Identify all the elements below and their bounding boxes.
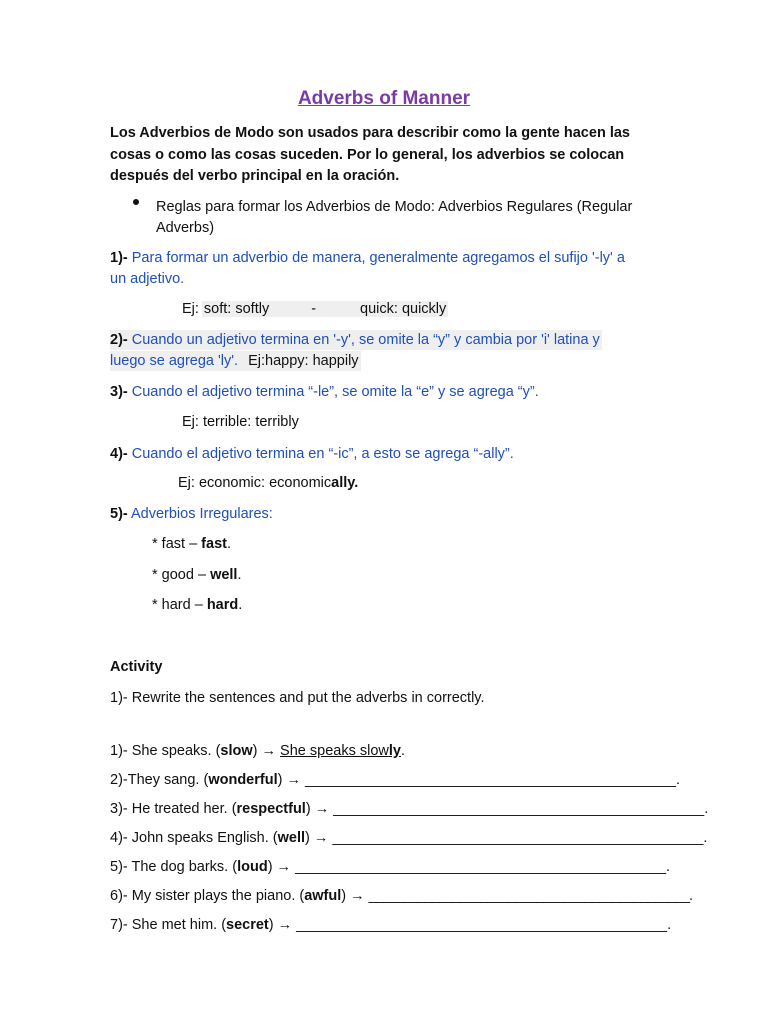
exercise-end: . <box>704 801 709 817</box>
activity-example <box>110 741 405 761</box>
rule-1-example-dash: - <box>271 301 336 317</box>
exercise-item <box>110 857 670 877</box>
exercise-word: secret <box>226 917 269 933</box>
answer-blank[interactable]: ______________________________________________ <box>296 917 668 933</box>
irregular-base: * good – <box>152 567 211 583</box>
irregular-item <box>152 565 242 585</box>
rule-4-example <box>178 473 358 493</box>
answer-blank[interactable]: ______________________________________________ <box>332 830 704 846</box>
rule-3-example: Ej: terrible: terribly <box>182 414 299 430</box>
example-answer-suffix: ly <box>388 743 401 759</box>
irregular-item <box>152 595 242 615</box>
intro-line-3: después del verbo principal en la oración. <box>110 168 400 184</box>
irregular-end: . <box>226 536 231 552</box>
rule-1 <box>110 248 625 268</box>
example-arrow: ) → <box>252 743 281 759</box>
exercise-item <box>110 915 671 935</box>
bullet-dot-icon <box>133 199 139 205</box>
irregular-base: * hard – <box>152 597 207 613</box>
bullet-line-2: Adverbs) <box>156 220 215 236</box>
rule-4-example-suffix: ally. <box>331 475 359 491</box>
rule-1-example-quick: quick: quickly <box>336 301 448 317</box>
rule-3 <box>110 382 539 402</box>
exercise-arrow: ) → <box>305 830 333 846</box>
exercise-word: respectful <box>236 801 306 817</box>
exercise-end: . <box>667 917 672 933</box>
rule-1-example-soft: soft: softly <box>203 301 270 317</box>
rule-4-number: 4)- <box>110 446 128 462</box>
answer-blank[interactable]: ______________________________________________ <box>368 888 690 904</box>
rule-4 <box>110 444 514 464</box>
exercise-prefix: 2)-They sang. ( <box>110 772 209 788</box>
exercise-arrow: ) → <box>268 917 297 933</box>
activity-instruction: 1)- Rewrite the sentences and put the adverbs in correctly. <box>110 690 485 706</box>
rule-1-example-label: Ej: <box>182 301 199 317</box>
exercise-end: . <box>675 772 680 788</box>
rule-2-number: 2)- <box>110 332 128 348</box>
exercise-word: well <box>277 830 306 846</box>
bullet-line-1: Reglas para formar los Adverbios de Modo: Adverbios Regulares (Regular <box>156 199 633 215</box>
exercise-end: . <box>689 888 694 904</box>
exercise-word: awful <box>304 888 342 904</box>
answer-blank[interactable]: ______________________________________________ <box>295 859 667 875</box>
irregular-item <box>152 534 231 554</box>
rule-5-text: Adverbios Irregulares: <box>130 506 273 522</box>
exercise-prefix: 7)- She met him. ( <box>110 917 227 933</box>
activity-heading: Activity <box>110 659 163 675</box>
exercise-word: loud <box>237 859 268 875</box>
irregular-adverb: hard <box>206 597 239 613</box>
irregular-end: . <box>238 597 243 613</box>
rule-1-example <box>182 299 448 319</box>
exercise-arrow: ) → <box>277 772 305 788</box>
rule-2-text-line-1: Cuando un adjetivo termina en '-y', se omite la “y” y cambia por 'i' latina y <box>131 332 600 348</box>
rule-2-example: happy: happily <box>265 353 359 369</box>
rule-3-text: Cuando el adjetivo termina “-le”, se omite la “e” y se agrega “y”. <box>131 384 539 400</box>
exercise-word: wonderful <box>208 772 278 788</box>
intro-line-1: Los Adverbios de Modo son usados para describir como la gente hacen las <box>110 125 630 141</box>
exercise-end: . <box>666 859 671 875</box>
example-word: slow <box>220 743 253 759</box>
irregular-base: * fast – <box>152 536 202 552</box>
rule-4-text: Cuando el adjetivo termina en “-ic”, a esto se agrega “-ally”. <box>131 446 514 462</box>
example-answer-stem: She speaks slow <box>280 743 389 759</box>
rule-3-number: 3)- <box>110 384 128 400</box>
rule-2-example-label: Ej: <box>248 353 266 369</box>
exercise-arrow: ) → <box>267 859 296 875</box>
rule-1-text-line-1: Para formar un adverbio de manera, generalmente agregamos el sufijo '-ly' a <box>131 250 625 266</box>
exercise-prefix: 3)- He treated her. ( <box>110 801 237 817</box>
exercise-arrow: ) → <box>305 801 334 817</box>
exercise-item <box>110 828 707 848</box>
page-title: Adverbs of Manner <box>297 88 471 109</box>
rule-2-line-1 <box>110 330 602 350</box>
rule-1-number: 1)- <box>110 250 128 266</box>
exercise-arrow: ) → <box>341 888 369 904</box>
exercise-prefix: 5)- The dog barks. ( <box>110 859 238 875</box>
intro-line-2: cosas o como las cosas suceden. Por lo general, los adverbios se colocan <box>110 147 625 163</box>
exercise-item <box>110 886 693 906</box>
example-answer <box>280 743 401 759</box>
answer-blank[interactable]: ______________________________________________ <box>333 801 705 817</box>
exercise-end: . <box>703 830 708 846</box>
rule-1-text-line-2: un adjetivo. <box>110 271 185 287</box>
rule-4-example-prefix: Ej: economic: economic <box>178 475 332 491</box>
rule-2-line-2 <box>110 351 361 371</box>
irregular-adverb: fast <box>201 536 227 552</box>
example-end: . <box>400 743 405 759</box>
example-prefix: 1)- She speaks. ( <box>110 743 221 759</box>
exercise-prefix: 4)- John speaks English. ( <box>110 830 278 846</box>
rule-5 <box>110 504 273 524</box>
answer-blank[interactable]: ______________________________________________ <box>305 772 676 788</box>
irregular-adverb: well <box>210 567 238 583</box>
exercise-item <box>110 799 708 819</box>
rule-2-text-line-2: luego se agrega 'ly'. <box>110 353 239 369</box>
exercise-item <box>110 770 680 790</box>
rule-5-number: 5)- <box>110 506 128 522</box>
irregular-end: . <box>237 567 242 583</box>
exercise-prefix: 6)- My sister plays the piano. ( <box>110 888 305 904</box>
